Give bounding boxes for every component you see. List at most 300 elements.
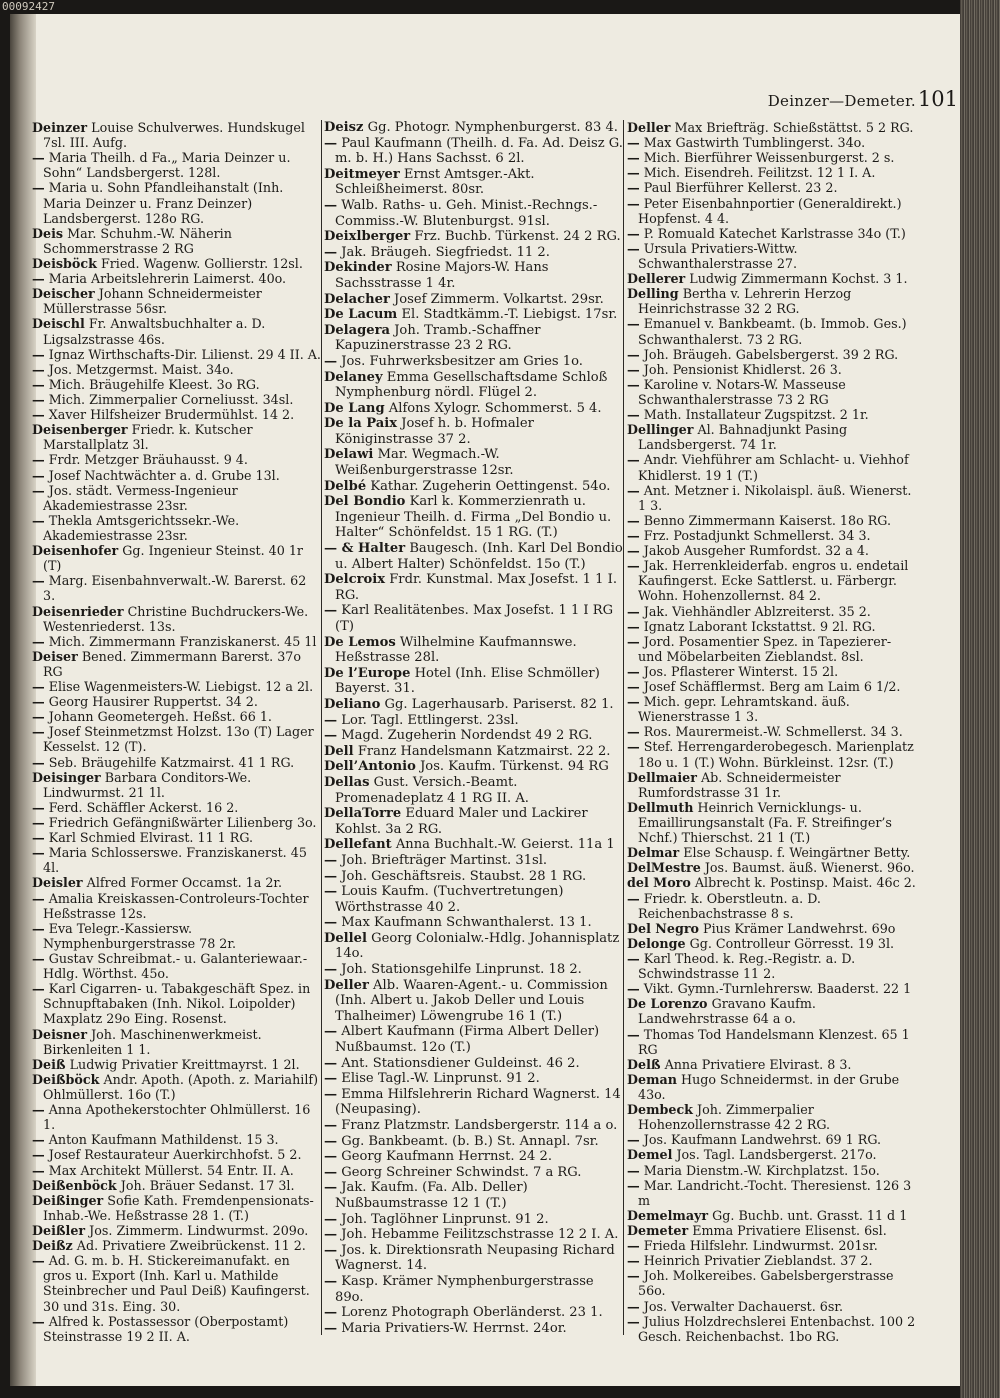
entry-details: Ant. Metzner i. Nikolaispl. äuß. Wienerst. 1 3. (638, 482, 912, 513)
directory-entry (627, 135, 919, 150)
directory-entry (324, 697, 623, 713)
entry-surname: — (32, 150, 45, 166)
entry-surname: Deisner (32, 1026, 88, 1042)
entry-details: Lor. Tagl. Ettlingerst. 23sl. (341, 712, 519, 728)
entry-details: Alfred k. Postassessor (Oberpostamt) Steinstrasse 19 2 II. A. (43, 1313, 289, 1344)
directory-entry (627, 634, 919, 664)
directory-entry (324, 1321, 623, 1337)
entry-details: Josef Schäfflermst. Berg am Laim 6 1/2. (643, 679, 901, 695)
entry-surname: Dekinder (324, 260, 392, 276)
entry-surname: Deischl (32, 316, 85, 332)
entry-details: Joh. Bräuer Sedanst. 17 3l. (120, 1177, 295, 1193)
directory-entry (324, 603, 623, 634)
entry-surname: — (324, 1118, 338, 1133)
entry-surname: — (324, 915, 338, 931)
entry-details: Max Gastwirth Tumblingerst. 34o. (643, 135, 866, 151)
entry-details: Gustav Schreibmat.- u. Galanteriewaar.-Hdlg. Wörthst. 45o. (43, 951, 308, 982)
entry-details: Anna Privatiere Elvirast. 8 3. (664, 1056, 852, 1072)
entry-details: Joh. Stationsgehilfe Linprunst. 18 2. (341, 962, 582, 978)
directory-entry (627, 981, 919, 996)
entry-surname: — (324, 197, 338, 213)
entry-details: Elise Tagl.-W. Linprunst. 91 2. (341, 1071, 540, 1087)
directory-entry (627, 422, 919, 452)
entry-details: Georg Colonialw.-Hdlg. Johannisplatz 14o. (335, 930, 620, 962)
directory-entry (627, 739, 919, 769)
directory-entry (32, 921, 322, 951)
entry-details: Jos. Baumst. äuß. Wienerst. 96o. (704, 860, 915, 876)
entry-details: Heinrich Privatier Zieblandst. 37 2. (643, 1253, 873, 1269)
entry-details: Gg. Buchb. unt. Grasst. 11 d 1 (712, 1207, 908, 1223)
directory-entry (627, 1314, 919, 1344)
directory-entry (32, 347, 322, 362)
entry-details: Kasp. Krämer Nymphenburgerstrasse 89o. (335, 1273, 594, 1305)
entry-details: Karl Schmied Elvirast. 11 1 RG. (48, 830, 254, 846)
directory-entry (627, 1253, 919, 1268)
entry-surname: — (324, 1071, 338, 1087)
entry-details: Ursula Privatiers-Wittw. Schwanthalerstrasse 27. (638, 240, 798, 271)
directory-entry (324, 713, 623, 729)
directory-entry (627, 377, 919, 407)
entry-details: Josef Steinmetzmst Holzst. 13o (T) Lager Kesselst. 12 (T). (43, 724, 314, 755)
directory-entry (32, 120, 322, 150)
entry-surname: — (627, 150, 640, 166)
directory-entry (32, 1193, 322, 1223)
entry-surname: — (627, 316, 640, 332)
directory-entry (627, 845, 919, 860)
directory-entry (627, 271, 919, 286)
directory-entry (32, 573, 322, 603)
entry-surname: — (324, 244, 338, 260)
entry-details: Frz. Buchb. Türkenst. 24 2 RG. (414, 229, 621, 245)
directory-entry (627, 1072, 919, 1102)
entry-surname: — (32, 1132, 45, 1148)
entry-details: Seb. Bräugehilfe Katzmairst. 41 1 RG. (48, 754, 295, 770)
entry-details: Jos. Tagl. Landsbergerst. 217o. (676, 1147, 877, 1163)
directory-entry (627, 1102, 919, 1132)
entry-details: Eva Telegr.-Kassiersw. Nymphenburgerstrasse 78 2r. (43, 920, 237, 951)
entry-surname: Deinzer (32, 120, 88, 135)
entry-details: Max Kaufmann Schwanthalerst. 13 1. (341, 915, 592, 931)
entry-surname: DelMestre (627, 860, 701, 876)
entry-surname: — (627, 1298, 640, 1314)
entry-details: Ros. Maurermeist.-W. Schmellerst. 34 3. (643, 724, 903, 740)
entry-surname: Deißböck (32, 1071, 100, 1087)
entry-surname: — (32, 830, 45, 846)
entry-surname: — (324, 1273, 338, 1289)
entry-surname: — (324, 1242, 338, 1258)
entry-surname: — (32, 573, 45, 589)
directory-entry (627, 1132, 919, 1147)
entry-surname: Delonge (627, 935, 686, 951)
entry-surname: — (324, 884, 338, 900)
entry-surname: Dellas (324, 774, 370, 790)
entry-details: Joh. Pensionist Khidlerst. 26 3. (643, 361, 842, 377)
entry-surname: — (627, 890, 640, 906)
entry-surname: — (324, 1164, 338, 1180)
entry-details: Jos. Verwalter Dachauerst. 6sr. (643, 1298, 844, 1314)
entry-details: Paul Kaufmann (Theilh. d. Fa. Ad. Deisz G. m. b. H.) Hans Sachsst. 6 2l. (335, 135, 623, 167)
entry-details: Joh. Bräugeh. Gabelsbergerst. 39 2 RG. (643, 346, 899, 362)
page-header (10, 78, 972, 111)
directory-entry (324, 136, 623, 167)
directory-entry (324, 307, 623, 323)
entry-surname: Delcroix (324, 572, 386, 588)
directory-entry (627, 407, 919, 422)
directory-entry (32, 362, 322, 377)
entry-surname: Deisenrieder (32, 603, 124, 619)
entry-details: Gravano Kaufm. Landwehrstrasse 64 a o. (638, 996, 816, 1027)
directory-entry (32, 1072, 322, 1102)
entry-surname: — (32, 512, 45, 528)
entry-details: Emma Gesellschaftsdame Schloß Nymphenburg nördl. Flügel 2. (335, 369, 608, 401)
entry-details: Gg. Lagerhausarb. Pariserst. 82 1. (384, 696, 614, 712)
entry-surname: — (32, 920, 45, 936)
directory-entry (627, 1147, 919, 1162)
entry-details: Joh. Maschinenwerkmeist. Birkenleiten 1 1. (43, 1026, 262, 1057)
entry-surname: — (32, 709, 45, 725)
directory-entry (324, 837, 623, 853)
entry-surname: — (324, 1227, 338, 1243)
entry-details: Pius Krämer Landwehrst. 69o (703, 920, 896, 936)
directory-entry (324, 1087, 623, 1118)
column-2 (324, 120, 623, 1336)
directory-entry (324, 120, 623, 136)
directory-entry (32, 1147, 322, 1162)
entry-details: Emanuel v. Bankbeamt. (b. Immob. Ges.) Schwanthalerst. 73 2 RG. (638, 316, 907, 347)
directory-entry (627, 1208, 919, 1223)
directory-entry (627, 452, 919, 482)
entry-details: Ad. G. m. b. H. Stickereimanufakt. en gros u. Export (Inh. Karl u. Mathilde Steinbrecher und Paul Deiß) Kaufingerst. 30 und 31s. Eing. 30. (43, 1253, 310, 1314)
entry-details: Bertha v. Lehrerin Herzog Heinrichstrasse 32 2 RG. (638, 286, 852, 317)
entry-details: Gg. Controlleur Görresst. 19 3l. (689, 935, 895, 951)
directory-entry (627, 528, 919, 543)
directory-entry (324, 915, 623, 931)
entry-surname: — (32, 890, 45, 906)
entry-surname: Delß (627, 1056, 661, 1072)
directory-entry (32, 770, 322, 800)
entry-surname: — (627, 482, 640, 498)
entry-details: Karl Cigarren- u. Tabakgeschäft Spez. in Schnupftabaken (Inh. Nikol. Loipolder) Maxplatz 29o Eing. Rosenst. (43, 981, 311, 1027)
entry-surname: Deis (32, 225, 64, 241)
entry-surname: — (627, 225, 640, 241)
directory-entry (32, 891, 322, 921)
entry-surname: — (32, 452, 45, 468)
directory-entry (627, 241, 919, 271)
entry-surname: Demelmayr (627, 1207, 709, 1223)
entry-surname: Deisz (324, 120, 364, 135)
entry-details: Amalia Kreiskassen-Controleurs-Tochter Heßstrasse 12s. (43, 890, 309, 921)
entry-surname: — (627, 663, 640, 679)
entry-surname: del Moro (627, 875, 691, 891)
entry-surname: — (32, 391, 45, 407)
directory-entry (324, 1227, 623, 1243)
entry-surname: — (627, 1253, 640, 1269)
entry-surname: — (324, 353, 338, 369)
entry-details: Ab. Schneidermeister Rumfordstrasse 31 1r. (638, 769, 841, 800)
entry-surname: — (324, 852, 338, 868)
entry-details: Friedrich Gefängnißwärter Lilienberg 3o. (48, 815, 317, 831)
directory-entry (324, 759, 623, 775)
directory-entry (627, 1299, 919, 1314)
entry-details: Jos. Fuhrwerksbesitzer am Gries 1o. (341, 353, 583, 369)
entry-details: Ernst Amtsger.-Akt. Schleißheimerst. 80sr. (335, 166, 535, 198)
entry-details: Mich. Bräugehilfe Kleest. 3o RG. (48, 376, 260, 392)
entry-details: Heinrich Vernicklungs- u. Emaillirungsanstalt (Fa. F. Streifinger’s Nchf.) Thierschst. 21 1 (T.) (638, 799, 892, 846)
entry-surname: Deman (627, 1071, 677, 1087)
entry-details: Peter Eisenbahnportier (Generaldirekt.) Hopfenst. 4 4. (638, 195, 902, 226)
entry-surname: — (32, 694, 45, 710)
entry-surname: Del Bondio (324, 494, 406, 510)
directory-entry (32, 604, 322, 634)
entry-details: Walb. Raths- u. Geh. Minist.-Rechngs.-Commiss.-W. Blutenburgst. 91sl. (335, 197, 598, 229)
entry-surname: De Lang (324, 400, 385, 416)
directory-entry (32, 724, 322, 754)
directory-entry (627, 951, 919, 981)
entry-surname: — (324, 712, 338, 728)
entry-details: Else Schausp. f. Weingärtner Betty. (683, 845, 911, 861)
entry-surname: — (32, 346, 45, 362)
entry-surname: — (32, 467, 45, 483)
column-3 (627, 120, 919, 1344)
entry-details: Jos. Pflasterer Winterst. 15 2l. (643, 663, 839, 679)
directory-entry (32, 800, 322, 815)
entry-details: Frdr. Metzger Bräuhausst. 9 4. (48, 452, 248, 468)
entry-surname: — (32, 815, 45, 831)
directory-entry (32, 392, 322, 407)
directory-entry (627, 891, 919, 921)
entry-surname: — (324, 603, 338, 619)
directory-entry (32, 1253, 322, 1313)
directory-entry (324, 292, 623, 308)
directory-entry (324, 853, 623, 869)
entry-surname: — (627, 452, 640, 468)
directory-entry (324, 323, 623, 354)
directory-entry (324, 635, 623, 666)
entry-details: Al. Bahnadjunkt Pasing Landsbergerst. 74 1r. (638, 422, 848, 453)
entry-surname: Deliano (324, 696, 381, 712)
entry-surname: — (324, 1305, 338, 1321)
entry-surname: — (627, 180, 640, 196)
entry-surname: De l’Europe (324, 665, 411, 681)
entry-details: Joh. Geschäftsreis. Staubst. 28 1 RG. (341, 868, 587, 884)
entry-details: Franz Platzmstr. Landsbergerstr. 114 a o. (341, 1118, 618, 1133)
entry-surname: — (32, 951, 45, 967)
entry-details: Albrecht k. Postinsp. Maist. 46c 2. (694, 875, 916, 891)
entry-surname: Deisinger (32, 769, 101, 785)
directory-entry (324, 1165, 623, 1181)
directory-entry (32, 981, 322, 1026)
directory-entry (627, 1178, 919, 1208)
entry-surname: Deißenböck (32, 1177, 117, 1193)
entry-surname: — (32, 482, 45, 498)
directory-entry (627, 604, 919, 619)
directory-entry (324, 447, 623, 478)
entry-surname: Deitmeyer (324, 166, 400, 182)
directory-entry (324, 229, 623, 245)
entry-surname: Deiß (32, 1056, 66, 1072)
entry-surname: Dellefant (324, 837, 392, 853)
entry-surname: — (627, 1132, 640, 1148)
directory-entry (627, 1223, 919, 1238)
entry-surname: De la Paix (324, 416, 398, 432)
column-1 (32, 120, 322, 1344)
directory-entry (324, 1305, 623, 1321)
entry-surname: — (627, 195, 640, 211)
directory-entry (32, 543, 322, 573)
entry-surname: — (627, 724, 640, 740)
entry-details: Jord. Posamentier Spez. in Tapezierer- und Möbelarbeiten Zieblandst. 8sl. (638, 633, 892, 664)
directory-entry (324, 1071, 623, 1087)
directory-entry (324, 370, 623, 401)
entry-surname: DellaTorre (324, 806, 402, 822)
entry-surname: — (627, 679, 640, 695)
entry-surname: Dell’Antonio (324, 759, 416, 775)
entry-surname: — (32, 376, 45, 392)
entry-surname: — (32, 1147, 45, 1163)
entry-details: Alb. Waaren-Agent.- u. Commission (Inh. Albert u. Jakob Deller und Louis Thalheimer) Löwengrube 16 1 (T.) (335, 977, 608, 1024)
entry-surname: — (324, 1149, 338, 1165)
directory-entry (324, 744, 623, 760)
entry-details: Emma Hilfslehrerin Richard Wagnerst. 14 (Neupasing). (335, 1086, 621, 1118)
scan-id: 00092427 (2, 0, 55, 13)
entry-surname: — (324, 1024, 338, 1040)
entry-details: P. Romuald Katechet Karlstrasse 34o (T.) (643, 225, 906, 241)
entry-surname: — (324, 135, 338, 151)
directory-entry (32, 316, 322, 346)
entry-surname: — (627, 951, 640, 967)
entry-details: Josef h. b. Hofmaler Königinstrasse 37 2. (335, 416, 534, 447)
directory-entry (324, 401, 623, 417)
directory-entry (32, 694, 322, 709)
directory-entry (324, 1118, 623, 1134)
directory-entry (32, 679, 322, 694)
entry-surname: Dellmuth (627, 799, 694, 815)
entry-details: Georg Hausirer Ruppertst. 34 2. (48, 694, 258, 710)
entry-surname: — (32, 361, 45, 377)
entry-surname: — (32, 407, 45, 423)
directory-entry (627, 362, 919, 377)
directory-entry (627, 347, 919, 362)
entry-details: Anna Buchhalt.-W. Geierst. 11a 1 (395, 837, 615, 853)
entry-details: Frz. Postadjunkt Schmellerst. 34 3. (643, 527, 871, 543)
entry-details: Friedr. k. Kutscher Marstallplatz 3l. (43, 422, 253, 453)
entry-details: Joh. Molkereibes. Gabelsbergerstrasse 56o. (638, 1268, 894, 1299)
entry-details: Ludwig Zimmermann Kochst. 3 1. (689, 271, 908, 287)
directory-entry (32, 1057, 322, 1072)
entry-details: Paul Bierführer Kellerst. 23 2. (643, 180, 838, 196)
entry-details: Fr. Anwaltsbuchhalter a. D. Ligsalzstrasse 46s. (43, 316, 266, 347)
entry-surname: — (627, 981, 640, 997)
entry-surname: — (324, 728, 338, 744)
directory-entry (324, 198, 623, 229)
entry-surname: — (32, 1313, 45, 1329)
directory-entry (324, 416, 623, 447)
entry-details: Anna Apothekerstochter Ohlmüllerst. 16 1. (43, 1102, 311, 1133)
entry-details: Gg. Bankbeamt. (b. B.) St. Annapl. 7sr. (341, 1133, 599, 1149)
entry-details: Ignatz Laborant Ickstattst. 9 2l. RG. (643, 618, 876, 634)
directory-entry (324, 1212, 623, 1228)
directory-entry (627, 664, 919, 679)
entry-surname: De Lemos (324, 634, 396, 650)
entry-details: Louis Kaufm. (Tuchvertretungen) Wörthstrasse 40 2. (335, 884, 564, 915)
directory-entry (324, 728, 623, 744)
entry-details: Karl Realitätenbes. Max Josefst. 1 1 I RG (T) (335, 603, 614, 634)
directory-entry (32, 755, 322, 770)
entry-details: Alfred Former Occamst. 1a 2r. (86, 875, 283, 891)
directory-entry (32, 649, 322, 679)
entry-details: Baugesch. (Inh. Karl Del Bondio u. Albert Halter) Schönfeldst. 15o (T.) (335, 541, 623, 572)
entry-details: Josef Zimmerm. Volkartst. 29sr. (394, 291, 604, 307)
entry-surname: Deißler (32, 1222, 86, 1238)
entry-details: Andr. Apoth. (Apoth. z. Mariahilf) Ohlmüllerst. 16o (T.) (43, 1071, 319, 1102)
directory-entry (32, 286, 322, 316)
entry-details: Georg Schreiner Schwindst. 7 a RG. (341, 1164, 582, 1180)
directory-entry (324, 962, 623, 978)
entry-surname: — (324, 1180, 338, 1196)
entry-surname: Delacher (324, 291, 390, 307)
directory-entry (627, 1238, 919, 1253)
entry-surname: — (627, 543, 640, 559)
directory-entry (627, 316, 919, 346)
entry-surname: — (627, 558, 640, 574)
entry-surname: Dembeck (627, 1102, 693, 1118)
entry-surname: Deisler (32, 875, 83, 891)
directory-entry (32, 1238, 322, 1253)
entry-surname: — (324, 1086, 338, 1102)
directory-entry (324, 978, 623, 1025)
directory-entry (32, 150, 322, 180)
entry-details: Jak. Bräugeh. Siegfriedst. 11 2. (341, 244, 550, 260)
directory-entry (627, 1027, 919, 1057)
directory-entry (32, 422, 322, 452)
entry-surname: — (32, 845, 45, 861)
directory-entry (324, 541, 623, 572)
entry-surname: — (627, 603, 640, 619)
entry-surname: Dellel (324, 930, 367, 946)
entry-surname: — (627, 240, 640, 256)
entry-surname: — (627, 739, 640, 755)
entry-details: Ant. Stationsdiener Guldeinst. 46 2. (341, 1055, 580, 1071)
entry-surname: — (627, 694, 640, 710)
entry-details: Bened. Zimmermann Barerst. 37o RG (43, 648, 302, 679)
entry-details: Jos. Zimmerm. Lindwurmst. 209o. (89, 1222, 309, 1238)
directory-entry (32, 634, 322, 649)
directory-entry (627, 1268, 919, 1298)
directory-entry (32, 180, 322, 225)
entry-surname: — (32, 724, 45, 740)
entry-details: Mich. Zimmerpalier Corneliusst. 34sl. (48, 391, 294, 407)
entry-details: Jakob Ausgeher Rumfordst. 32 a 4. (643, 543, 869, 559)
entry-details: Maria Theilh. d Fa.„ Maria Deinzer u. Sohn“ Landsbergerst. 128l. (43, 150, 291, 181)
directory-entry (627, 558, 919, 603)
entry-details: Max Briefträg. Schießstättst. 5 2 RG. (674, 120, 914, 135)
entry-surname: Del Negro (627, 920, 699, 936)
directory-entry (627, 180, 919, 195)
entry-surname: — (627, 135, 640, 151)
entry-surname: Delling (627, 286, 679, 302)
entry-surname: De Lacum (324, 307, 398, 323)
entry-details: Ludwig Privatier Kreittmayrst. 1 2l. (69, 1056, 300, 1072)
directory-entry (627, 800, 919, 845)
entry-surname: — (324, 962, 338, 978)
entry-surname: Deller (324, 977, 369, 993)
entry-details: Magd. Zugeherin Nordendst 49 2 RG. (341, 728, 593, 744)
entry-surname: — (627, 346, 640, 362)
entry-surname: Demeter (627, 1222, 689, 1238)
entry-surname: — (32, 1102, 45, 1118)
entry-details: Xaver Hilfsheizer Brudermühlst. 14 2. (48, 407, 295, 423)
directory-entry (32, 1102, 322, 1132)
